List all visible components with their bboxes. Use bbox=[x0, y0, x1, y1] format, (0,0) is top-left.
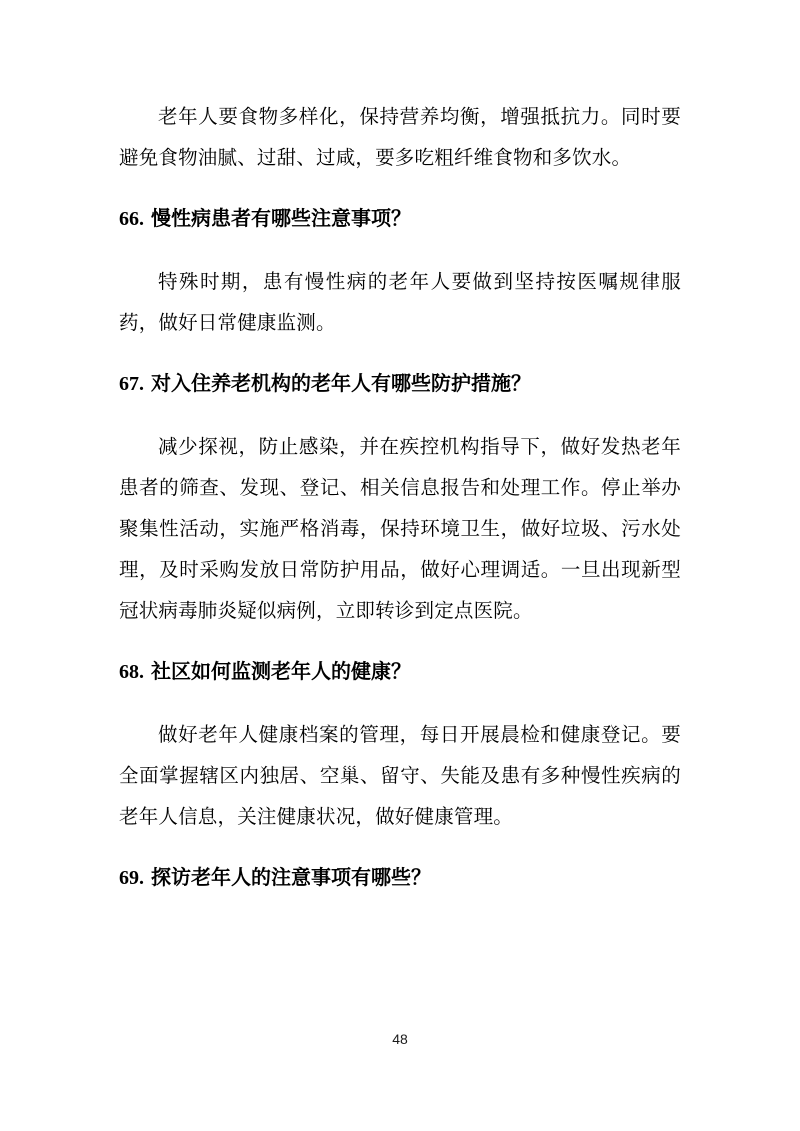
page-number: 48 bbox=[392, 1031, 408, 1047]
question-title: 对入住养老机构的老年人有哪些防护措施？ bbox=[151, 373, 531, 395]
document-content bbox=[119, 97, 681, 921]
question-heading-68 bbox=[119, 652, 681, 693]
answer-paragraph-68: 做好老年人健康档案的管理，每日开展晨检和健康登记。要全面掌握辖区内独居、空巢、留守、失能及患有多种慢性疾病的老年人信息，关注健康状况，做好健康管理。 bbox=[119, 725, 681, 828]
answer-paragraph-66: 特殊时期，患有慢性病的老年人要做到坚持按医嘱规律服药，做好日常健康监测。 bbox=[119, 272, 681, 334]
question-title: 慢性病患者有哪些注意事项？ bbox=[151, 208, 411, 230]
question-heading-66 bbox=[119, 199, 681, 240]
question-title: 探访老年人的注意事项有哪些？ bbox=[151, 867, 431, 889]
question-number: 68. bbox=[119, 661, 144, 683]
question-heading-67 bbox=[119, 364, 681, 405]
paragraph-diet-advice: 老年人要食物多样化，保持营养均衡，增强抵抗力。同时要避免食物油腻、过甜、过咸，要多吃粗纤维食物和多饮水。 bbox=[119, 107, 681, 169]
question-number: 69. bbox=[119, 867, 144, 889]
question-number: 66. bbox=[119, 208, 144, 230]
question-title: 社区如何监测老年人的健康？ bbox=[151, 661, 411, 683]
question-number: 67. bbox=[119, 373, 144, 395]
question-heading-69 bbox=[119, 858, 681, 899]
answer-paragraph-67: 减少探视，防止感染，并在疾控机构指导下，做好发热老年患者的筛查、发现、登记、相关信息报告和处理工作。停止举办聚集性活动，实施严格消毒，保持环境卫生，做好垃圾、污水处理，及时采购发放日常防护用品，做好心理调适。一旦出现新型冠状病毒肺炎疑似病例，立即转诊到定点医院。 bbox=[119, 437, 681, 622]
